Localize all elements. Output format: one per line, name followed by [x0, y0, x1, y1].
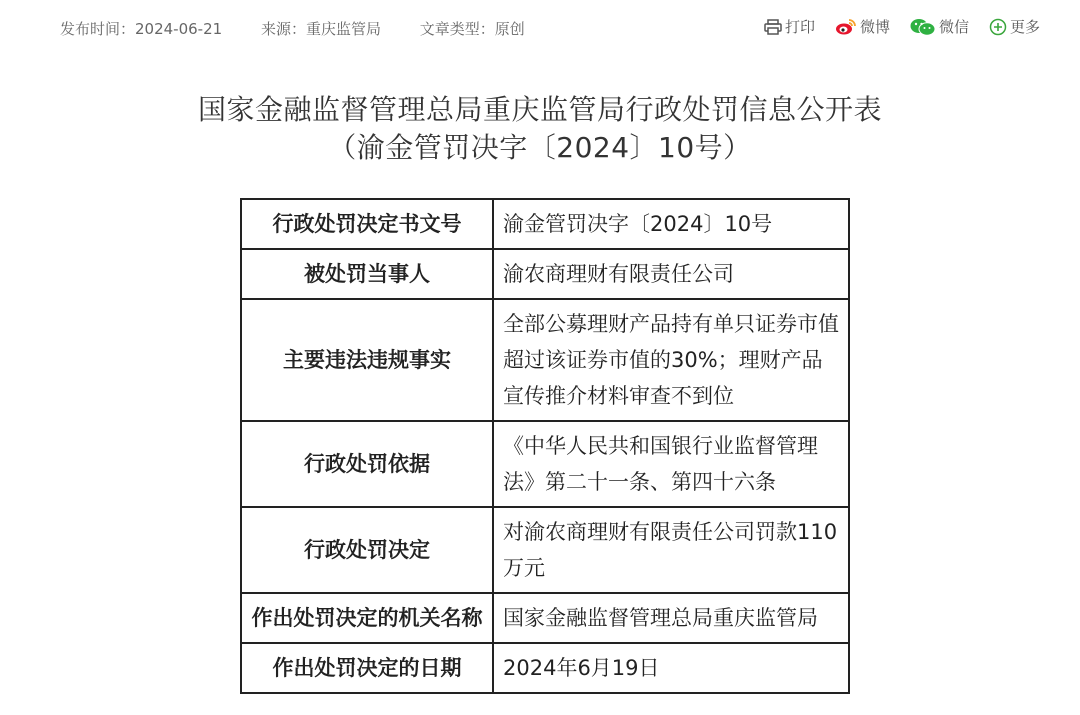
row-key: 行政处罚决定书文号	[241, 199, 493, 249]
article-meta	[60, 18, 559, 39]
row-value: 渝农商理财有限责任公司	[493, 249, 849, 299]
article-source: 来源：重庆监管局	[260, 20, 381, 38]
row-key: 主要违法违规事实	[241, 299, 493, 421]
table-row	[241, 643, 849, 693]
row-value: 渝金管罚决字〔2024〕10号	[493, 199, 849, 249]
row-key: 作出处罚决定的日期	[241, 643, 493, 693]
table-row	[241, 421, 849, 507]
row-value: 国家金融监督管理总局重庆监管局	[493, 593, 849, 643]
row-value: 对渝农商理财有限责任公司罚款110万元	[493, 507, 849, 593]
row-value: 全部公募理财产品持有单只证券市值超过该证券市值的30%；理财产品宣传推介材料审查不到位	[493, 299, 849, 421]
row-key: 被处罚当事人	[241, 249, 493, 299]
publish-time: 发布时间：2024-06-21	[60, 20, 223, 38]
table-row	[241, 299, 849, 421]
more-share-button[interactable]	[989, 16, 1040, 37]
row-key: 作出处罚决定的机关名称	[241, 593, 493, 643]
row-key: 行政处罚决定	[241, 507, 493, 593]
share-toolbar	[744, 16, 1040, 37]
document-number-title: （渝金管罚决字〔2024〕10号）	[328, 131, 752, 164]
weibo-label: 微博	[859, 18, 890, 36]
printer-icon	[764, 19, 782, 35]
more-label: 更多	[1009, 18, 1040, 36]
penalty-info-table	[240, 198, 850, 694]
weibo-share-button[interactable]	[835, 16, 890, 37]
row-value: 《中华人民共和国银行业监督管理法》第二十一条、第四十六条	[493, 421, 849, 507]
print-button[interactable]	[764, 16, 815, 37]
wechat-share-button[interactable]	[910, 16, 969, 37]
print-label: 打印	[784, 18, 815, 36]
article-meta-bar	[0, 0, 1080, 56]
table-row	[241, 199, 849, 249]
plus-circle-icon	[989, 18, 1007, 36]
page-title: 国家金融监督管理总局重庆监管局行政处罚信息公开表	[197, 93, 882, 126]
wechat-icon	[910, 18, 936, 36]
table-row	[241, 507, 849, 593]
row-key: 行政处罚依据	[241, 421, 493, 507]
table-row	[241, 593, 849, 643]
row-value: 2024年6月19日	[493, 643, 849, 693]
weibo-icon	[835, 18, 857, 36]
article-type: 文章类型：原创	[419, 20, 525, 38]
wechat-label: 微信	[938, 18, 969, 36]
table-row	[241, 249, 849, 299]
